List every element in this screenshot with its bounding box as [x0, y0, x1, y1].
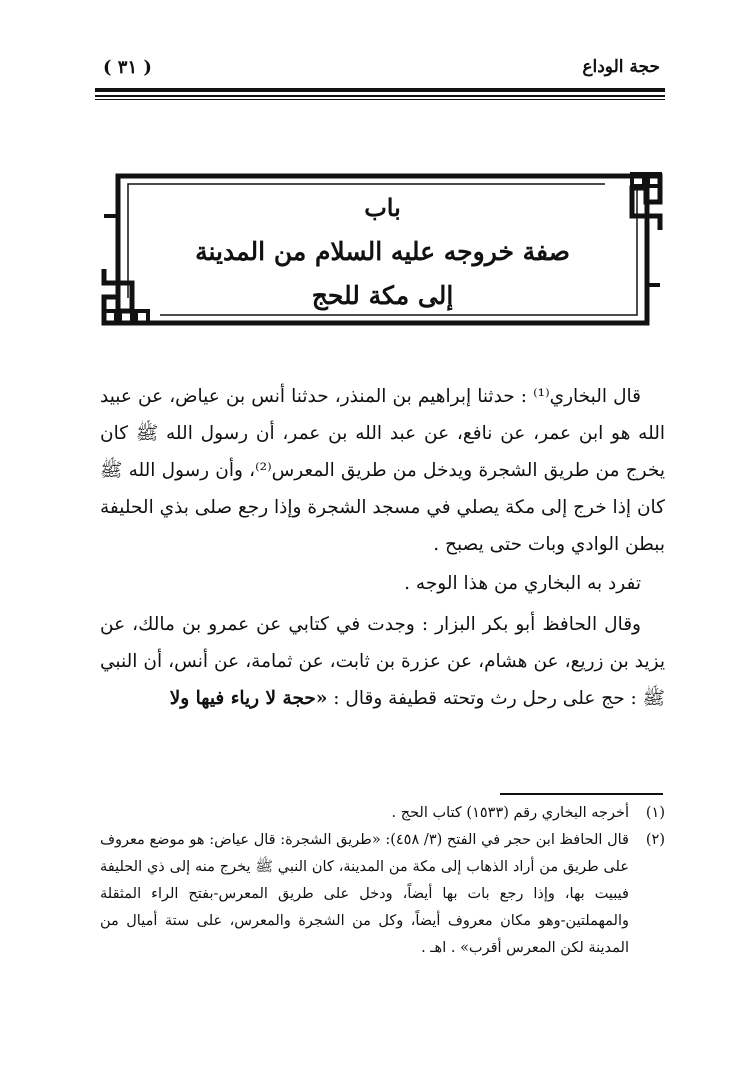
- paragraph-2: تفرد به البخاري من هذا الوجه .: [404, 573, 641, 594]
- chapter-title-line2: إلى مكة للحج: [311, 281, 454, 310]
- header-rule-thin: [95, 95, 665, 97]
- header-rule-thick: [95, 88, 665, 92]
- page-number: ( ٣١ ): [103, 57, 152, 78]
- footnote-separator: [500, 793, 663, 795]
- footnote-number: (٢): [645, 832, 665, 848]
- footnote-2: [100, 827, 665, 962]
- paragraph-1: قال البخاري⁽¹⁾ : حدثنا إبراهيم بن المنذر، حدثنا أنس بن عياض، عن عبيد الله هو ابن عمر، عن نافع، عن عبد الله بن عمر، أن رسول الله ﷺ كان يخرج من طريق الشجرة ويدخل من طريق المعرس⁽²⁾، وأن رسول الله ﷺ كان إذا خرج إلى مكة يصلي في مسجد الشجرة وإذا رجع صلى بذي الحليفة ببطن الوادي وبات حتى يصبح .: [100, 386, 665, 555]
- paragraph-3-text: وقال الحافظ أبو بكر البزار : وجدت في كتابي عن عمرو بن مالك، عن يزيد بن زريع، عن هشام، عن عزرة بن ثابت، عن ثمامة، عن أنس، أن النبي ﷺ : حج على رحل رث وتحته قطيفة وقال :: [100, 614, 665, 709]
- footnote-number: (١): [645, 805, 665, 821]
- footnotes: [100, 800, 665, 962]
- chapter-frame: [100, 172, 665, 327]
- paragraph-3: [100, 606, 665, 717]
- chapter-title-line1: صفة خروجه عليه السلام من المدينة: [195, 237, 570, 266]
- main-text: [100, 378, 665, 717]
- chapter-label: باب: [364, 193, 401, 222]
- paragraph-3-quote: «حجة لا رياء فيها ولا: [169, 688, 328, 709]
- footnote-text: قال الحافظ ابن حجر في الفتح (٣/ ٤٥٨): «طريق الشجرة: قال عياض: هو موضع معروف على طريق من أراد الذهاب إلى مكة من المدينة، كان النبي ﷺ يخرج منه إلى ذي الحليفة فيبيت بها، وإذا رجع بات بها أيضاً، ودخل على طريق المعرس-بفتح الراء المثقلة والمهملتين-وهو مكان معروف أيضاً، وكل من الشجرة والمعرس، على ستة أميال من المدينة لكن المعرس أقرب» . اهـ .: [100, 832, 629, 956]
- header-rule-thin-2: [95, 99, 665, 100]
- chapter-heading: [100, 186, 665, 318]
- footnote-1: [100, 800, 665, 827]
- page-header: [95, 55, 660, 85]
- footnote-text: أخرجه البخاري رقم (١٥٣٣) كتاب الحج .: [391, 805, 629, 821]
- running-title: حجة الوداع: [582, 57, 660, 77]
